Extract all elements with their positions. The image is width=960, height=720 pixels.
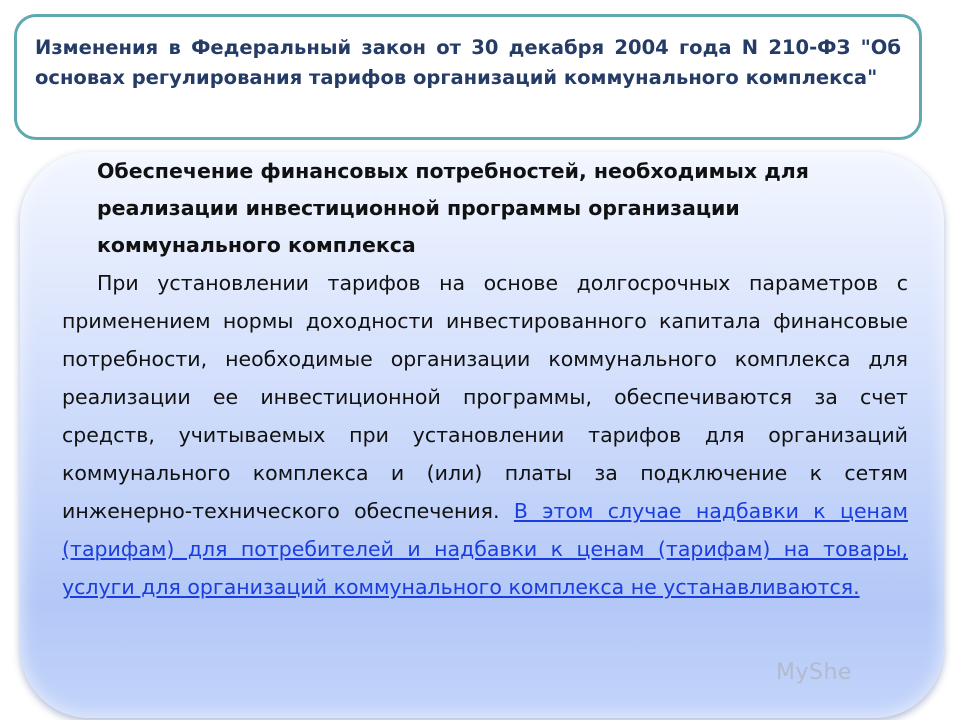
content-area: [62, 153, 908, 606]
watermark: MyShe: [776, 660, 852, 685]
body-paragraph: [62, 264, 908, 606]
hyperlink-text[interactable]: В этом случае надбавки к ценам (тарифам) для потребителей и надбавки к ценам (тарифам) на товары, услуги для организаций коммунального комплекса не устанавливаются.: [62, 499, 908, 599]
title-box: [14, 14, 922, 140]
body-text: При установлении тарифов на основе долгосрочных параметров с применением нормы доходности инвестированного капитала финансовые потребности, необходимые организации коммунального комплекса для реализации ее инвестиционной программы, обеспечиваются за счет средств, учитываемых при установлении тарифов для организаций коммунального комплекса и (или) платы за подключение к сетям инженерно-технического обеспечения.: [62, 271, 908, 523]
section-heading: Обеспечение финансовых потребностей, необходимых для реализации инвестиционной программы организации коммунального комплекса: [97, 159, 809, 257]
slide-title: Изменения в Федеральный закон от 30 декабря 2004 года N 210-ФЗ "Об основах регулирования тарифов организаций коммунального комплекса": [35, 36, 901, 89]
